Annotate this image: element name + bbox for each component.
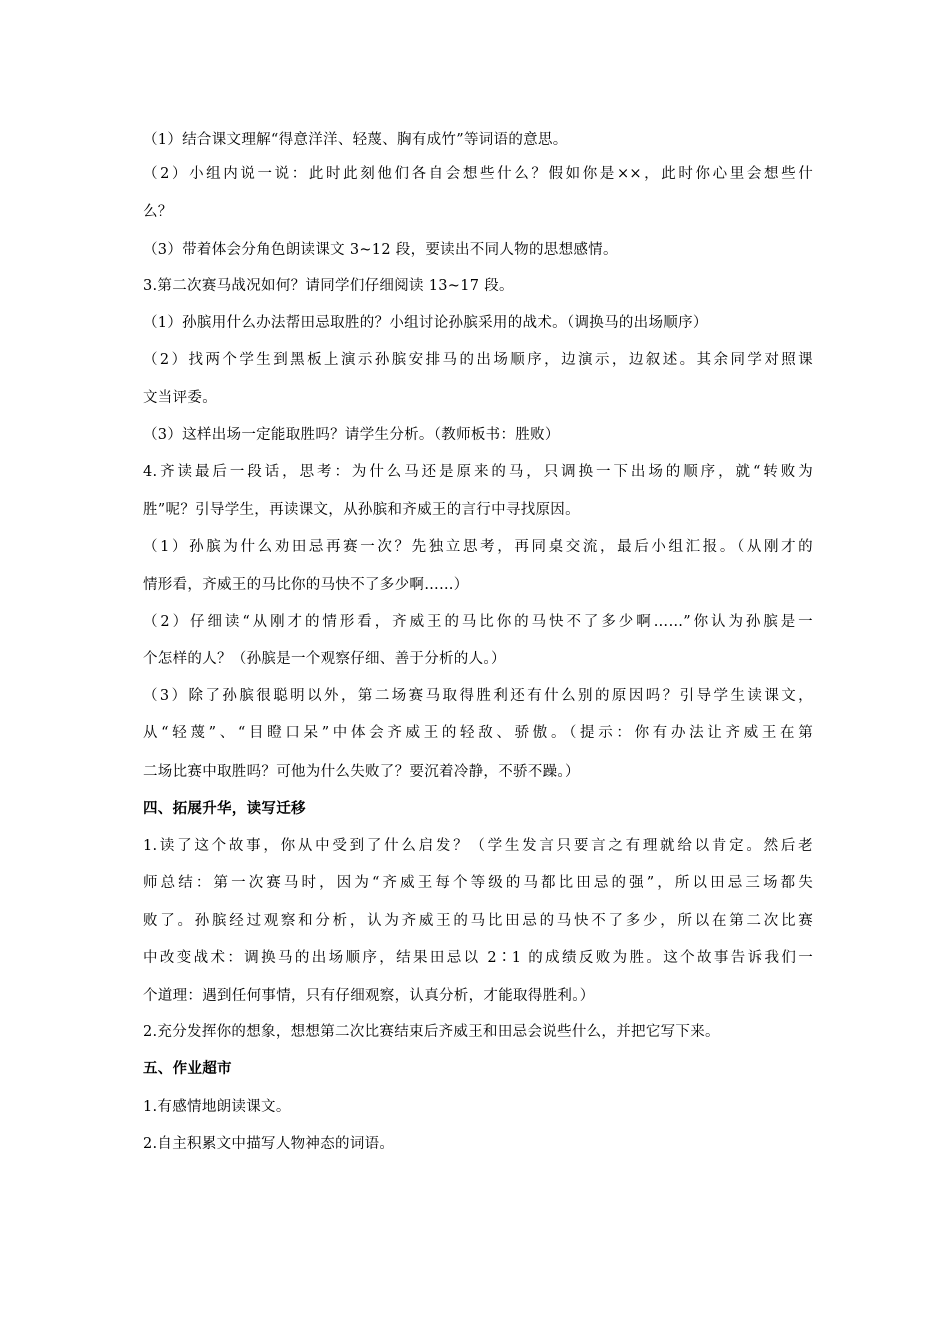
text-line: 胜”呢？引导学生，再读课文，从孙膑和齐威王的言行中寻找原因。 [143,502,580,518]
text-line: 情形看，齐威王的马比你的马快不了多少啊……） [143,577,469,593]
text-line: （3）这样出场一定能取胜吗？请学生分析。（教师板书：胜败） [143,427,560,443]
text-line: 个道理：遇到任何事情，只有仔细观察，认真分析，才能取得胜利。） [143,988,595,1004]
text-line: （3）带着体会分角色朗读课文 3~12 段，要读出不同人物的思想感情。 [143,242,618,258]
text-line: 1.读了这个故事，你从中受到了什么启发？（学生发言只要言之有理就给以肯定。然后老 [143,838,813,854]
text-line: 1.有感情地朗读课文。 [143,1099,291,1115]
section-heading: 五、作业超市 [143,1061,232,1077]
text-line: （3）除了孙膑很聪明以外，第二场赛马取得胜利还有什么别的原因吗？引导学生读课文， [143,688,813,704]
text-line: 败了。孙膑经过观察和分析，认为齐威王的马比田忌的马快不了多少，所以在第二次比赛 [143,913,813,929]
text-line: 2.充分发挥你的想象，想想第二次比赛结束后齐威王和田忌会说些什么，并把它写下来。 [143,1024,720,1040]
text-line: 师总结：第一次赛马时，因为“齐威王每个等级的马都比田忌的强”，所以田忌三场都失 [143,875,813,891]
text-line: （2）仔细读“从刚才的情形看，齐威王的马比你的马快不了多少啊……”你认为孙膑是一 [143,614,813,630]
text-line: 么？ [143,204,173,220]
text-line: 文当评委。 [143,390,217,406]
text-line: 从“轻蔑”、“目瞪口呆”中体会齐威王的轻敌、骄傲。（提示：你有办法让齐威王在第 [143,725,813,741]
text-line: （1）孙膑为什么劝田忌再赛一次？先独立思考，再同桌交流，最后小组汇报。（从刚才的 [143,539,813,555]
text-line: 2.自主积累文中描写人物神态的词语。 [143,1136,395,1152]
text-line: （1）孙膑用什么办法帮田忌取胜的？小组讨论孙膑采用的战术。（调换马的出场顺序） [143,315,708,331]
section-heading: 四、拓展升华，读写迁移 [143,801,306,817]
text-line: 4.齐读最后一段话，思考：为什么马还是原来的马，只调换一下出场的顺序，就“转败为 [143,464,813,480]
text-line: 3.第二次赛马战况如何？请同学们仔细阅读 13~17 段。 [143,278,514,294]
text-line: 二场比赛中取胜吗？可他为什么失败了？要沉着冷静，不骄不躁。） [143,764,580,780]
text-line: 中改变战术：调换马的出场顺序，结果田忌以 2∶1 的成绩反败为胜。这个故事告诉我们一 [143,950,813,966]
text-line: （2）找两个学生到黑板上演示孙膑安排马的出场顺序，边演示，边叙述。其余同学对照课 [143,352,813,368]
text-line: （1）结合课文理解“得意洋洋、轻蔑、胸有成竹”等词语的意思。 [143,132,568,148]
text-line: （2）小组内说一说：此时此刻他们各自会想些什么？假如你是××，此时你心里会想些什 [143,166,813,182]
text-line: 个怎样的人？（孙膑是一个观察仔细、善于分析的人。） [143,651,506,667]
